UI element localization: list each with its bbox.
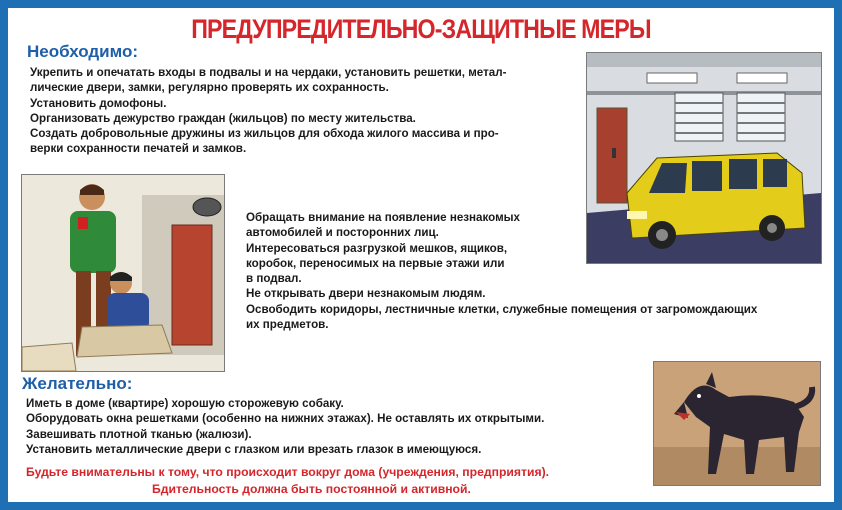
warning-line-2: Бдительность должна быть постоянной и активной. (152, 482, 471, 496)
text-line: Завешивать плотной тканью (жалюзи). (26, 427, 252, 441)
text-line: Не открывать двери незнакомым людям. (246, 287, 486, 301)
guard-dog-drawing (654, 362, 820, 485)
poster-title: ПРЕДУПРЕДИТЕЛЬНО-ЗАЩИТНЫЕ МЕРЫ (191, 14, 651, 44)
men-boxes-drawing (22, 175, 224, 371)
desirable-text (26, 396, 544, 457)
text-line: верки сохранности печатей и замков. (30, 142, 247, 156)
text-line: в подвал. (246, 272, 302, 286)
text-line: Укрепить и опечатать входы в подвалы и на чердаки, установить решетки, метал- (30, 66, 507, 79)
men-boxes-illustration (21, 174, 225, 372)
text-line: Установить металлические двери с глазком или врезать глазок в имеющуюся. (26, 442, 482, 456)
guard-dog-illustration (653, 361, 821, 486)
text-line: Организовать дежурство граждан (жильцов) по месту жительства. (30, 111, 416, 125)
text-line: Создать добровольные дружины из жильцов для обхода жилого массива и про- (30, 127, 499, 141)
text-line: коробок, переносимых на первые этажи или (246, 256, 505, 270)
necessary-heading: Необходимо: (27, 42, 139, 61)
text-line: Обращать внимание на появление незнакомых (246, 211, 521, 224)
necessary-text (30, 65, 506, 157)
warning-line-1: Будьте внимательны к тому, что происходит вокруг дома (учреждения, предприятия). (26, 465, 550, 479)
text-line: Освободить коридоры, лестничные клетки, служебные помещения от загромождающих (246, 302, 758, 316)
text-line: Иметь в доме (квартире) хорошую сторожевую собаку. (26, 397, 344, 410)
text-line: их предметов. (246, 318, 329, 332)
text-line: автомобилей и посторонних лиц. (246, 226, 439, 240)
text-line: Установить домофоны. (30, 96, 167, 110)
text-line: Оборудовать окна решетками (особенно на нижних этажах). Не оставлять их открытыми. (26, 412, 545, 426)
text-line: лические двери, замки, регулярно проверять их сохранность. (30, 81, 389, 95)
text-line: Интересоваться разгрузкой мешков, ящиков, (246, 241, 508, 255)
attention-text (246, 210, 757, 332)
desirable-heading: Желательно: (22, 374, 133, 393)
